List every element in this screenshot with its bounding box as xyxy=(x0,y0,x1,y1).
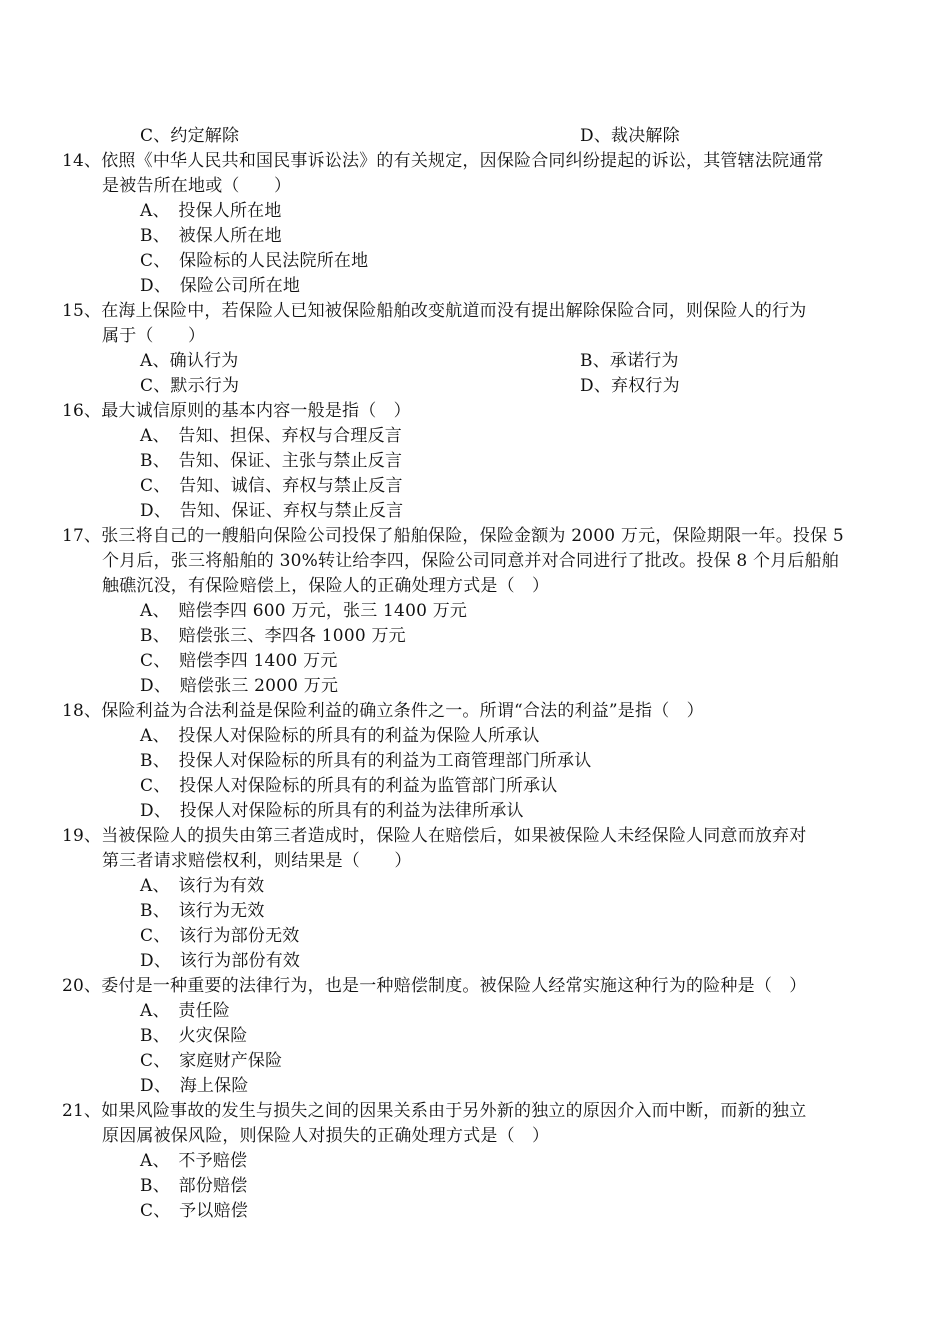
text-line-l23: A、 赔偿李四 600 万元，张三 1400 万元 xyxy=(140,601,468,621)
text-line-l25: C、 赔偿李四 1400 万元 xyxy=(140,651,338,671)
text-line-l31: D、 投保人对保险标的所具有的利益为法律所承认 xyxy=(140,801,524,821)
text-line-l13: C、默示行为 xyxy=(140,376,240,396)
text-line-l20: 17、张三将自己的一艘船向保险公司投保了船舶保险，保险金额为 2000 万元，保险期限一年。投保 5 xyxy=(62,526,844,546)
text-line-l01: C、约定解除 xyxy=(140,126,240,146)
text-line-l35: B、 该行为无效 xyxy=(140,901,265,921)
text-line-l09: 15、在海上保险中，若保险人已知被保险船舶改变航道而没有提出解除保险合同，则保险人的行为 xyxy=(62,301,807,321)
text-line-l43: 21、如果风险事故的发生与损失之间的因果关系由于另外新的独立的原因介入而中断，而新的独立 xyxy=(62,1101,807,1121)
text-line-l07: C、 保险标的人民法院所在地 xyxy=(140,251,369,271)
text-line-l28: A、 投保人对保险标的所具有的利益为保险人所承认 xyxy=(140,726,540,746)
text-line-l40: B、 火灾保险 xyxy=(140,1026,248,1046)
text-line-l03: 14、依照《中华人民共和国民事诉讼法》的有关规定，因保险合同纠纷提起的诉讼，其管辖法院通常 xyxy=(62,151,824,171)
text-line-l18: C、 告知、诚信、弃权与禁止反言 xyxy=(140,476,403,496)
text-line-l15: 16、最大诚信原则的基本内容一般是指（ ） xyxy=(62,401,411,421)
text-line-l26: D、 赔偿张三 2000 万元 xyxy=(140,676,339,696)
text-line-l36: C、 该行为部份无效 xyxy=(140,926,300,946)
text-line-l24: B、 赔偿张三、李四各 1000 万元 xyxy=(140,626,406,646)
text-line-l16: A、 告知、担保、弃权与合理反言 xyxy=(140,426,402,446)
text-line-l33: 第三者请求赔偿权利，则结果是（ ） xyxy=(102,851,412,871)
text-line-l21: 个月后，张三将船舶的 30%转让给李四，保险公司同意并对合同进行了批改。投保 8 个月后船舶 xyxy=(102,551,840,571)
text-line-l41: C、 家庭财产保险 xyxy=(140,1051,283,1071)
text-line-l06: B、 被保人所在地 xyxy=(140,226,282,246)
text-line-l30: C、 投保人对保险标的所具有的利益为监管部门所承认 xyxy=(140,776,558,796)
text-line-l14: D、弃权行为 xyxy=(580,376,680,396)
text-line-l11: A、确认行为 xyxy=(140,351,239,371)
text-line-l38: 20、委付是一种重要的法律行为，也是一种赔偿制度。被保险人经常实施这种行为的险种是（ ） xyxy=(62,976,807,996)
text-line-l19: D、 告知、保证、弃权与禁止反言 xyxy=(140,501,404,521)
text-line-l32: 19、当被保险人的损失由第三者造成时，保险人在赔偿后，如果被保险人未经保险人同意而放弃对 xyxy=(62,826,807,846)
text-line-l17: B、 告知、保证、主张与禁止反言 xyxy=(140,451,403,471)
text-line-l39: A、 责任险 xyxy=(140,1001,230,1021)
text-line-l29: B、 投保人对保险标的所具有的利益为工商管理部门所承认 xyxy=(140,751,592,771)
text-line-l44: 原因属被保风险，则保险人对损失的正确处理方式是（ ） xyxy=(102,1126,550,1146)
text-line-l27: 18、保险利益为合法利益是保险利益的确立条件之一。所谓“合法的利益”是指（ ） xyxy=(62,701,704,721)
text-line-l04: 是被告所在地或（ ） xyxy=(102,176,292,196)
text-line-l10: 属于（ ） xyxy=(102,326,206,346)
text-line-l02: D、裁决解除 xyxy=(580,126,680,146)
text-line-l34: A、 该行为有效 xyxy=(140,876,265,896)
text-line-l46: B、 部份赔偿 xyxy=(140,1176,248,1196)
text-line-l12: B、承诺行为 xyxy=(580,351,679,371)
text-line-l42: D、 海上保险 xyxy=(140,1076,249,1096)
text-line-l08: D、 保险公司所在地 xyxy=(140,276,301,296)
text-line-l45: A、 不予赔偿 xyxy=(140,1151,248,1171)
text-line-l22: 触礁沉没，有保险赔偿上，保险人的正确处理方式是（ ） xyxy=(102,576,550,596)
text-line-l47: C、 予以赔偿 xyxy=(140,1201,248,1221)
text-line-l05: A、 投保人所在地 xyxy=(140,201,282,221)
text-line-l37: D、 该行为部份有效 xyxy=(140,951,301,971)
